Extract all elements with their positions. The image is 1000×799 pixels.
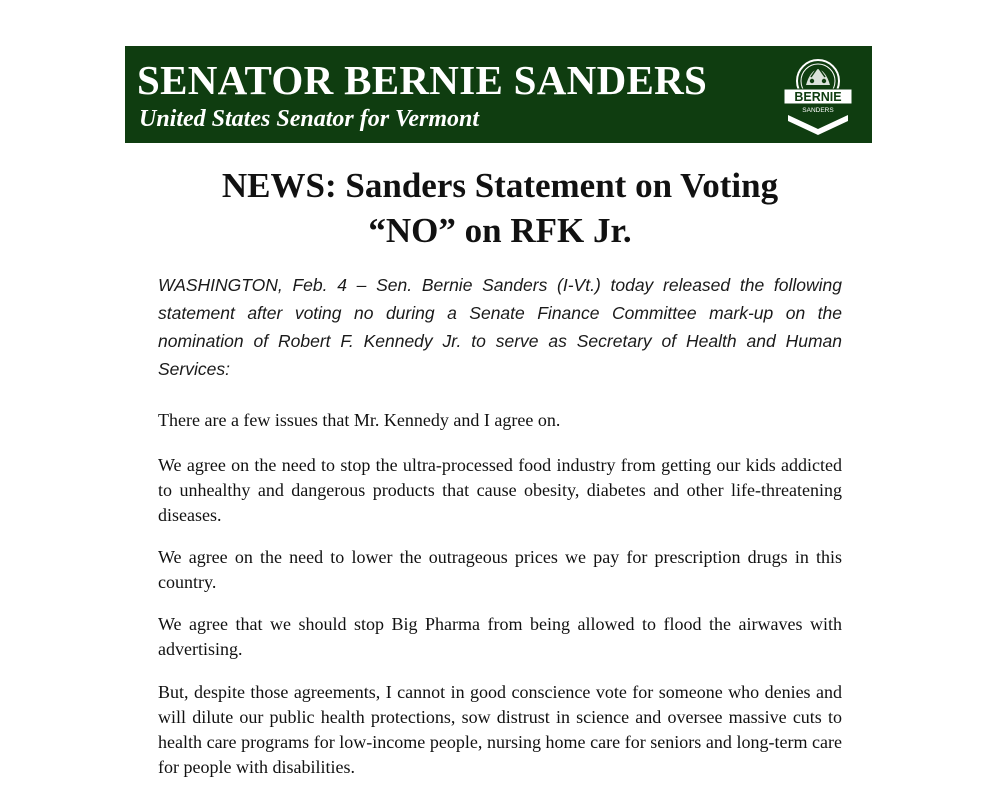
statement-paragraph: We agree on the need to stop the ultra-processed food industry from getting our kids addicted to unhealthy and dangerous products that cause obesity, diabetes and other life-threatening diseases. bbox=[158, 455, 842, 525]
banner-subtitle: United States Senator for Vermont bbox=[139, 106, 480, 132]
statement-paragraph: We agree on the need to lower the outrageous prices we pay for prescription drugs in this country. bbox=[158, 547, 842, 592]
seal-top-text: BERNIE bbox=[794, 90, 842, 104]
statement-paragraph: There are a few issues that Mr. Kennedy and I agree on. bbox=[158, 410, 561, 430]
page-title bbox=[0, 163, 1000, 253]
header-banner bbox=[125, 46, 872, 143]
bernie-sanders-vt-seal-icon bbox=[778, 55, 858, 135]
seal-middle-text: SANDERS bbox=[802, 107, 834, 114]
statement-paragraph: We agree that we should stop Big Pharma from being allowed to flood the airwaves with advertising. bbox=[158, 614, 842, 659]
page-title-line-1: NEWS: Sanders Statement on Voting bbox=[221, 166, 779, 205]
dateline-paragraph: WASHINGTON, Feb. 4 – Sen. Bernie Sanders (I-Vt.) today released the following statement after voting no during a Senate Finance Committee mark-up on the nomination of Robert F. Kennedy Jr. to serve as Secretary of Health and Human Services: bbox=[158, 275, 842, 379]
banner-title: SENATOR BERNIE SANDERS bbox=[137, 57, 708, 103]
statement-paragraph: But, despite those agreements, I cannot in good conscience vote for someone who denies and will dilute our public health protections, sow distrust in science and oversee massive cuts to health care programs for low-income people, nursing home care for seniors and long-term care for people with disabilities. bbox=[158, 682, 842, 777]
page-title-line-2: “NO” on RFK Jr. bbox=[368, 211, 632, 250]
seal-bottom-text: VT bbox=[812, 118, 824, 127]
